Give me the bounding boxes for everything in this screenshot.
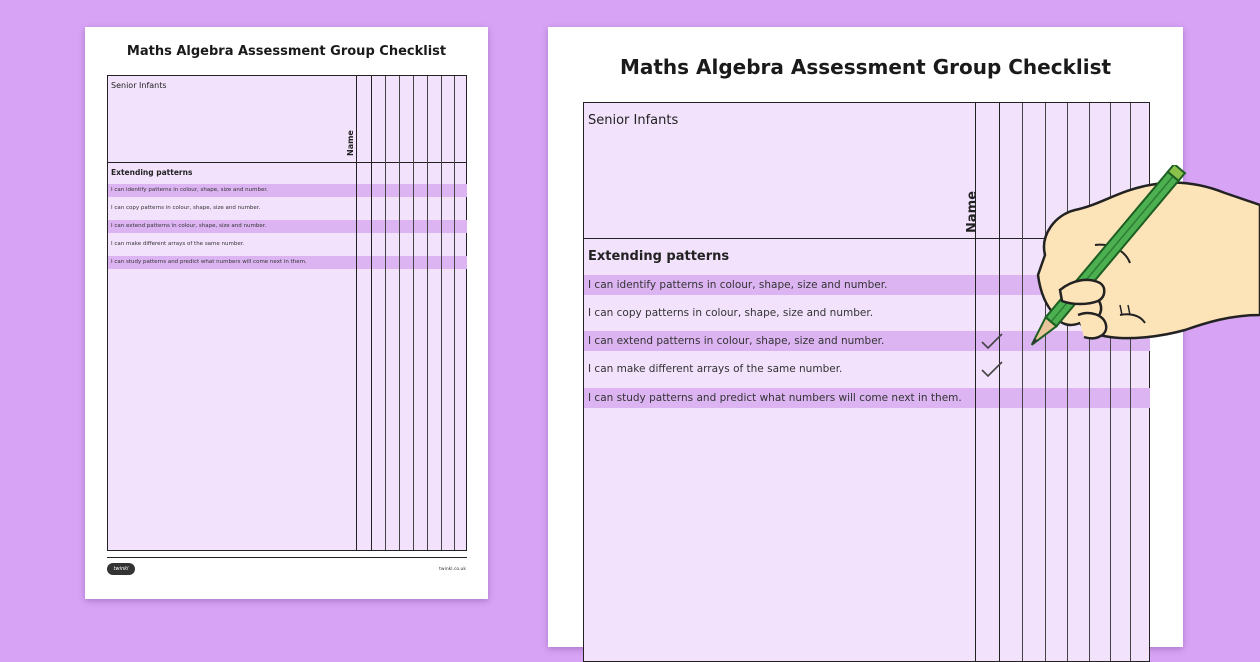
statement-row: I can identify patterns in colour, shape, size and number. xyxy=(108,184,467,197)
footer-divider xyxy=(107,557,467,558)
statement-row: I can study patterns and predict what numbers will come next in them. xyxy=(108,256,467,269)
column-divider xyxy=(399,76,400,550)
statement-row: I can copy patterns in colour, shape, size and number. xyxy=(111,205,261,211)
sheet-title: Maths Algebra Assessment Group Checklist xyxy=(126,44,447,59)
statement-row: I can extend patterns in colour, shape, size and number. xyxy=(584,331,1150,351)
statement-row: I can copy patterns in colour, shape, size and number. xyxy=(588,307,874,319)
footer-url: twinkl.co.uk xyxy=(439,567,466,572)
column-divider xyxy=(385,76,386,550)
checklist-grid xyxy=(107,75,467,551)
statement-row: I can make different arrays of the same number. xyxy=(111,241,245,247)
column-divider xyxy=(441,76,442,550)
column-divider xyxy=(356,76,357,550)
statement-row: I can study patterns and predict what numbers will come next in them. xyxy=(584,388,1150,408)
section-title: Extending patterns xyxy=(588,249,730,264)
name-column-label: Name xyxy=(965,190,980,233)
column-divider xyxy=(427,76,428,550)
twinkl-logo-icon: twinkl xyxy=(107,563,135,575)
column-divider xyxy=(413,76,414,550)
column-divider xyxy=(975,103,976,661)
group-label: Senior Infants xyxy=(111,81,167,90)
column-divider xyxy=(371,76,372,550)
column-divider xyxy=(454,76,455,550)
sheet-title: Maths Algebra Assessment Group Checklist xyxy=(619,55,1112,79)
statement-row: I can extend patterns in colour, shape, size and number. xyxy=(108,220,467,233)
section-title: Extending patterns xyxy=(111,168,193,177)
group-label: Senior Infants xyxy=(588,113,679,128)
name-column-label: Name xyxy=(346,130,355,156)
hand-with-pencil-icon xyxy=(1000,165,1260,385)
statement-row: I can identify patterns in colour, shape, size and number. xyxy=(584,275,1150,295)
statement-row: I can make different arrays of the same number. xyxy=(588,363,843,375)
checklist-sheet-small xyxy=(85,27,488,599)
